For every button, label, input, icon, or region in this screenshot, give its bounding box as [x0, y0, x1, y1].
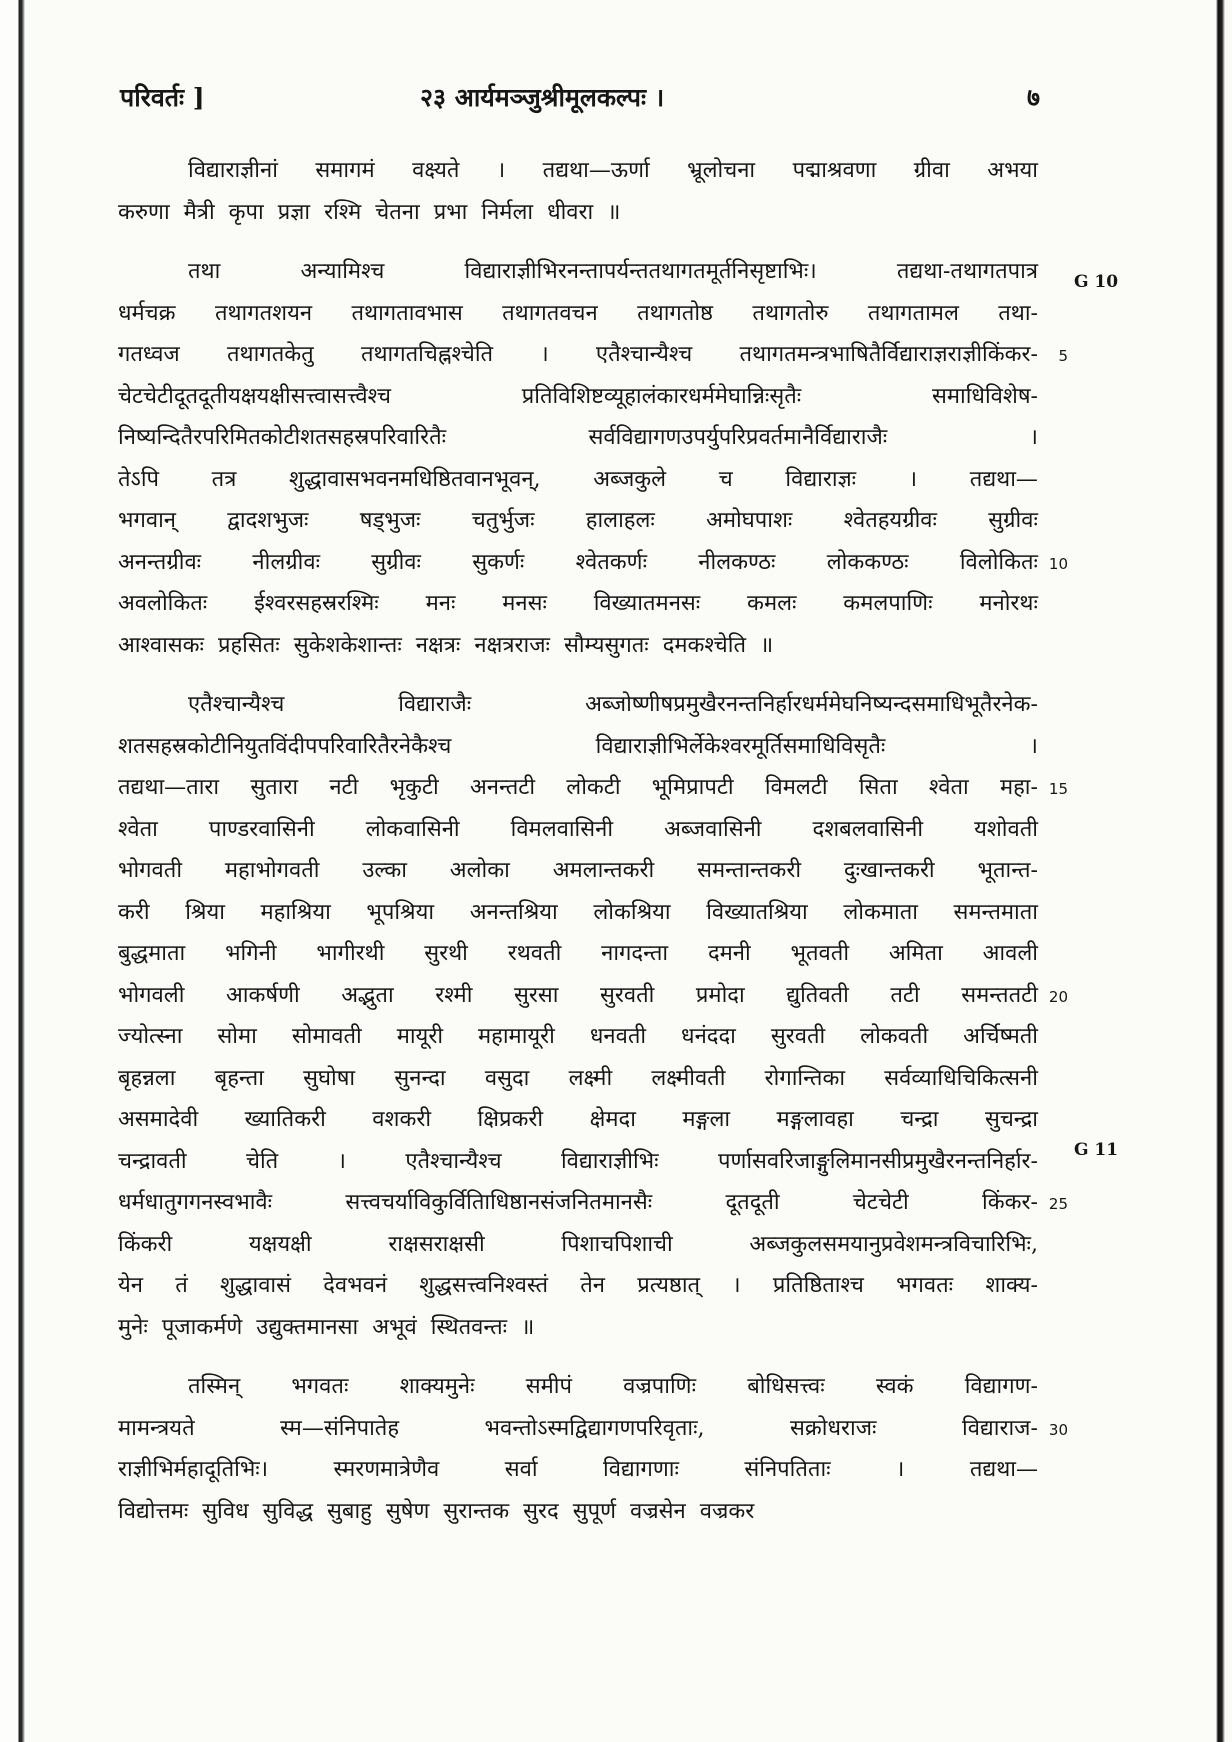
- text-line: धर्मधातुगगनस्वभावैः सत्त्वचर्याविकुर्वितािधिष्ठानसंजनितमानसैः दूतदूती चेटचेटी किंकर- 25: [118, 1182, 1038, 1224]
- right-margin-edge: [1206, 0, 1232, 1742]
- text-line: करुणा मैत्री कृपा प्रज्ञा रश्मि चेतना प्रभा निर्मला धीवरा ॥: [118, 199, 621, 225]
- running-head: [120, 80, 1040, 120]
- folio-reference: G 10: [1074, 272, 1119, 292]
- binding-edge: [0, 0, 34, 1742]
- body-text: [118, 150, 1068, 1550]
- text-line: राज्ञीभिर्महादूतिभिः। स्मरणमात्रेणैव सर्वा विद्यागणाः संनिपतिताः । तद्यथा—: [118, 1457, 1038, 1482]
- text-line: भोगवली आकर्षणी अद्भुता रश्मी सुरसा सुरवती प्रमोदा द्युतिवती तटी समन्ततटी 20: [118, 975, 1038, 1017]
- paragraph: [118, 150, 1038, 233]
- text-line: बृहन्नला बृहन्ता सुघोषा सुनन्दा वसुदा लक्ष्मी लक्ष्मीवती रोगान्तिका सर्वव्याधिचिकित्सनी: [118, 1065, 1038, 1091]
- text-line: अनन्तग्रीवः नीलग्रीवः सुग्रीवः सुकर्णः श्वेतकर्णः नीलकण्ठः लोककण्ठः विलोकितः 10: [118, 542, 1038, 584]
- text-line: बुद्धमाता भगिनी भागीरथी सुरथी रथवती नागदन्ता दमनी भूतवती अमिता आवली: [118, 941, 1038, 966]
- chapter-label: परिवर्तः ]: [120, 83, 205, 112]
- text-line: निष्यन्दितैरपरिमितकोटीशतसहस्रपरिवारितैः सर्वविद्यागणउपर्युपरिप्रवर्तमानैर्विद्याराजैः ।: [118, 425, 1038, 450]
- line-number: 30: [1048, 1420, 1068, 1439]
- text-line: विद्योत्तमः सुविध सुविद्ध सुबाहु सुषेण सुरान्तक सुरद सुपूर्ण वज्रसेन वज्रकर: [118, 1498, 755, 1524]
- line-number: 5: [1058, 347, 1068, 365]
- page-number: ७: [1026, 83, 1040, 112]
- text-line: किंकरी यक्षयक्षी राक्षसराक्षसी पिशाचपिशाची अब्जकुलसमयानुप्रवेशमन्त्रविचारिभिः,: [118, 1231, 1038, 1257]
- text-line: तेऽपि तत्र शुद्धावासभवनमधिष्ठितवानभूवन्, अब्जकुले च विद्याराज्ञः । तद्यथा—: [118, 466, 1038, 492]
- text-line: आश्वासकः प्रहसितः सुकेशकेशान्तः नक्षत्रः नक्षत्रराजः सौम्यसुगतः दमकश्चेति ॥: [118, 632, 774, 658]
- text-line: मामन्त्रयते स्म—संनिपातेह भवन्तोऽस्मद्विद्यागणपरिवृताः, सक्रोधराजः विद्याराज- 30: [118, 1408, 1038, 1450]
- folio-reference: G 11: [1074, 1140, 1119, 1160]
- text-line: श्वेता पाण्डरवासिनी लोकवासिनी विमलवासिनी अब्जवासिनी दशबलवासिनी यशोवती: [118, 816, 1038, 842]
- text-line: तथा अन्यामिश्च विद्याराज्ञीभिरनन्तापर्यन्ततथागतमूर्तनिसृष्टाभिः। तद्यथा-तथागतपात्र: [188, 259, 1038, 284]
- text-line: मुनेः पूजाकर्मणे उद्युक्तमानसा अभूवं स्थितवन्तः ॥: [118, 1314, 535, 1340]
- text-line: चेटचेटीदूतदूतीयक्षयक्षीसत्त्वासत्त्वैश्च प्रतिविशिष्टव्यूहालंकारधर्ममेघान्निःसृतैः समाधिविशेष-: [118, 383, 1038, 409]
- paragraph: [118, 1366, 1068, 1532]
- text-line: येन तं शुद्धावासं देवभवनं शुद्धसत्त्वनिश्वस्तं तेन प्रत्यष्ठात् । प्रतिष्ठिताश्च भगवतः शाक्य-: [118, 1273, 1038, 1298]
- paragraph: [118, 251, 1068, 666]
- text-line: एतैश्चान्यैश्च विद्याराजैः अब्जोष्णीषप्रमुखैरनन्तनिर्हारधर्ममेघनिष्यन्दसमाधिभूतैरनेक-: [188, 692, 1038, 717]
- text-line: असमादेवी ख्यातिकरी वशकरी क्षिप्रकरी क्षेमदा मङ्गला मङ्गलावहा चन्द्रा सुचन्द्रा: [118, 1107, 1038, 1132]
- text-line: भगवान् द्वादशभुजः षड्भुजः चतुर्भुजः हालाहलः अमोघपाशः श्वेतहयग्रीवः सुग्रीवः: [118, 508, 1038, 533]
- text-line: तद्यथा—तारा सुतारा नटी भृकुटी अनन्तटी लोकटी भूमिप्रापटी विमलटी सिता श्वेता महा- 15: [118, 767, 1038, 809]
- text-line: ज्योत्स्ना सोमा सोमावती मायूरी महामायूरी धनवती धनंददा सुरवती लोकवती अर्चिष्मती: [118, 1024, 1038, 1049]
- text-line: तस्मिन् भगवतः शाक्यमुनेः समीपं वज्रपाणिः बोधिसत्त्वः स्वकं विद्यागण-: [188, 1374, 1038, 1399]
- text-line: विद्याराज्ञीनां समागमं वक्ष्यते । तद्यथा—ऊर्णा भ्रूलोचना पद्माश्रवणा ग्रीवा अभया: [188, 158, 1038, 183]
- line-number: 10: [1048, 554, 1068, 573]
- text-line: चन्द्रावती चेति । एतैश्चान्यैश्च विद्याराज्ञीभिः पर्णासवरिजाङ्गुलिमानसीप्रमुखैरनन्तनिर्हार-: [118, 1148, 1038, 1174]
- line-number: 15: [1048, 780, 1068, 798]
- text-line: भोगवती महाभोगवती उल्का अलोका अमलान्तकरी समन्तान्तकरी दुःखान्तकरी भूतान्त-: [118, 858, 1038, 883]
- text-line: करी श्रिया महाश्रिया भूपश्रिया अनन्तश्रिया लोकश्रिया विख्यातश्रिया लोकमाता समन्तमाता: [118, 899, 1038, 925]
- text-line: धर्मचक्र तथागतशयन तथागतावभास तथागतवचन तथागतोष्ठ तथागतोरु तथागतामल तथा-: [118, 300, 1038, 326]
- line-number: 25: [1048, 1195, 1068, 1213]
- book-title: २३ आर्यमञ्जुश्रीमूलकल्पः ।: [420, 83, 665, 112]
- text-line: गतध्वज तथागतकेतु तथागतचिह्नश्चेति । एतैश्चान्यैश्च तथागतमन्त्रभाषितैर्विद्याराज्ञराज्ञीकिंकर- 5: [118, 334, 1038, 376]
- paragraph: [118, 684, 1068, 1348]
- text-line: अवलोकितः ईश्वरसहस्ररश्मिः मनः मनसः विख्यातमनसः कमलः कमलपाणिः मनोरथः: [118, 591, 1038, 616]
- text-line: शतसहस्रकोटीनियुतविंदीपपरिवारितैरनेकैश्च विद्याराज्ञीभिर्लेकेश्वरमूर्तिसमाधिविसृतैः ।: [118, 733, 1038, 759]
- line-number: 20: [1048, 987, 1068, 1006]
